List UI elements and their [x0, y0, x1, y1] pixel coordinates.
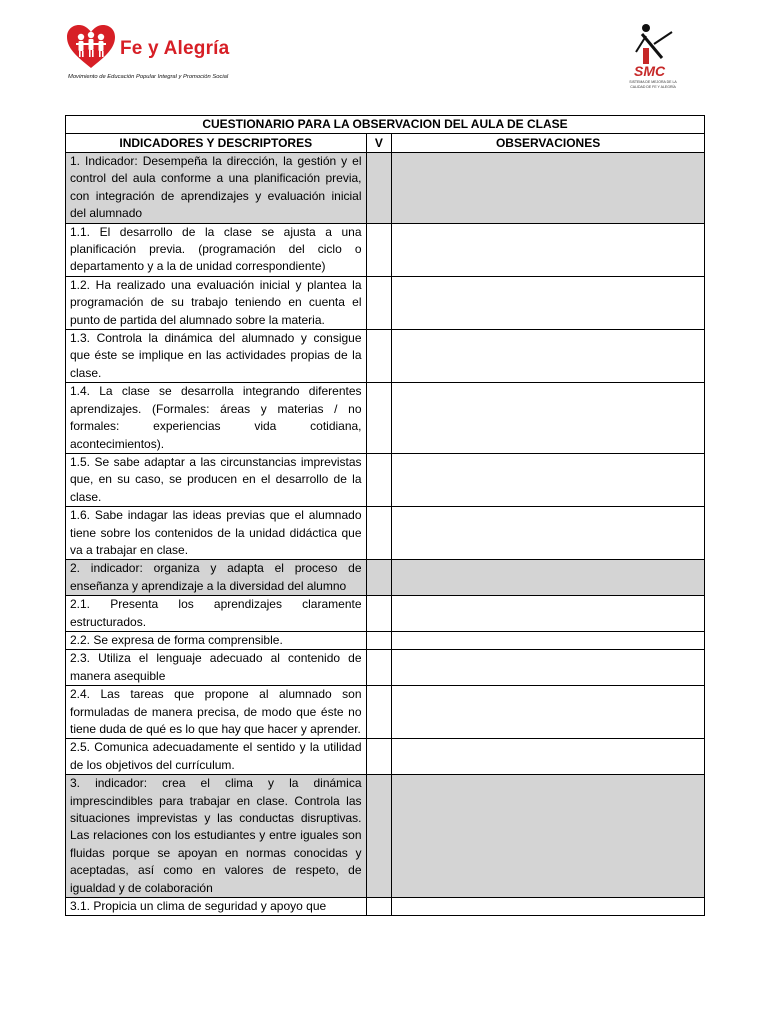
observaciones-cell[interactable] [392, 898, 705, 916]
descriptor-text: 2.3. Utiliza el lenguaje adecuado al contenido de manera asequible [66, 650, 367, 686]
descriptor-text: 1.5. Se sabe adaptar a las circunstancias imprevistas que, en su caso, se producen en el desarrollo de la clase. [66, 453, 367, 506]
descriptor-text: 2.5. Comunica adecuadamente el sentido y la utilidad de los objetivos del currículum. [66, 739, 367, 775]
descriptor-text: 1.1. El desarrollo de la clase se ajusta a una planificación previa. (programación del ciclo o departamento y a la de unidad correspondiente) [66, 223, 367, 276]
descriptor-row [66, 276, 705, 329]
column-header-observaciones: OBSERVACIONES [392, 134, 705, 153]
observaciones-cell[interactable] [392, 560, 705, 596]
smc-logo [616, 22, 688, 96]
fe-y-alegria-logo [66, 22, 266, 84]
descriptor-text: 2.1. Presenta los aprendizajes claramente estructurados. [66, 596, 367, 632]
observaciones-cell[interactable] [392, 153, 705, 224]
v-cell[interactable] [366, 453, 392, 506]
descriptor-row [66, 383, 705, 454]
descriptor-row [66, 739, 705, 775]
descriptor-row [66, 650, 705, 686]
descriptor-text: 1.3. Controla la dinámica del alumnado y consigue que éste se implique en las actividades propias de la clase. [66, 330, 367, 383]
v-cell[interactable] [366, 383, 392, 454]
descriptor-row [66, 631, 705, 649]
v-cell[interactable] [366, 223, 392, 276]
observaciones-cell[interactable] [392, 775, 705, 898]
table-title: CUESTIONARIO PARA LA OBSERVACION DEL AULA DE CLASE [66, 116, 705, 134]
brand-name: Fe y Alegría [120, 38, 230, 59]
descriptor-row [66, 686, 705, 739]
observaciones-cell[interactable] [392, 383, 705, 454]
v-cell[interactable] [366, 596, 392, 632]
descriptor-row [66, 596, 705, 632]
v-cell[interactable] [366, 898, 392, 916]
descriptor-text: 2. indicador: organiza y adapta el proceso de enseñanza y aprendizaje a la diversidad del alumno [66, 560, 367, 596]
observation-questionnaire-table [65, 115, 705, 916]
heart-children-icon [66, 24, 116, 70]
descriptor-text: 3. indicador: crea el clima y la dinámica imprescindibles para trabajar en clase. Controla las situaciones imprevistas y las conductas disruptivas. Las relaciones con los estudiantes y entre iguales son fluidas porque se apoyan en normas conocidas y aceptadas, así como en valores de respeto, de igualdad y de colaboración [66, 775, 367, 898]
descriptor-row [66, 507, 705, 560]
descriptor-text: 3.1. Propicia un clima de seguridad y apoyo que [66, 898, 367, 916]
column-header-v: V [366, 134, 392, 153]
table-title-row [66, 116, 705, 134]
v-cell[interactable] [366, 650, 392, 686]
descriptor-text: 2.2. Se expresa de forma comprensible. [66, 631, 367, 649]
v-cell[interactable] [366, 153, 392, 224]
observaciones-cell[interactable] [392, 453, 705, 506]
v-cell[interactable] [366, 507, 392, 560]
smc-figure-icon [616, 22, 688, 66]
v-cell[interactable] [366, 560, 392, 596]
observaciones-cell[interactable] [392, 739, 705, 775]
brand-tagline: Movimiento de Educación Popular Integral y Promoción Social [68, 74, 229, 80]
descriptor-row [66, 223, 705, 276]
indicator-row [66, 560, 705, 596]
observaciones-cell[interactable] [392, 223, 705, 276]
descriptor-text: 1.4. La clase se desarrolla integrando diferentes aprendizajes. (Formales: áreas y materias / no formales: experiencias vida cotidiana, acontecimientos). [66, 383, 367, 454]
observaciones-cell[interactable] [392, 631, 705, 649]
descriptor-text: 2.4. Las tareas que propone al alumnado son formuladas de manera precisa, de modo que éste no tiene duda de qué es lo que hay que hacer y aprender. [66, 686, 367, 739]
indicator-row [66, 153, 705, 224]
v-cell[interactable] [366, 739, 392, 775]
indicator-row [66, 775, 705, 898]
v-cell[interactable] [366, 686, 392, 739]
observaciones-cell[interactable] [392, 596, 705, 632]
observaciones-cell[interactable] [392, 330, 705, 383]
observaciones-cell[interactable] [392, 650, 705, 686]
observaciones-cell[interactable] [392, 686, 705, 739]
descriptor-text: 1. Indicador: Desempeña la dirección, la gestión y el control del aula conforme a una planificación previa, con integración de aprendizajes y evaluación inicial del alumnado [66, 153, 367, 224]
descriptor-row [66, 330, 705, 383]
descriptor-text: 1.6. Sabe indagar las ideas previas que el alumnado tiene sobre los contenidos de la unidad didáctica que va a trabajar en clase. [66, 507, 367, 560]
v-cell[interactable] [366, 631, 392, 649]
smc-logo-text: SMC [634, 63, 666, 79]
v-cell[interactable] [366, 330, 392, 383]
v-cell[interactable] [366, 276, 392, 329]
observaciones-cell[interactable] [392, 276, 705, 329]
table-header-row [66, 134, 705, 153]
observaciones-cell[interactable] [392, 507, 705, 560]
descriptor-row [66, 898, 705, 916]
smc-logo-subtext: SISTEMA DE MEJORA DE LA CALIDAD DE FE Y ALEGRÍA [629, 80, 677, 89]
descriptor-row [66, 453, 705, 506]
column-header-indicadores: INDICADORES Y DESCRIPTORES [66, 134, 367, 153]
v-cell[interactable] [366, 775, 392, 898]
descriptor-text: 1.2. Ha realizado una evaluación inicial y plantea la programación de su trabajo teniendo en cuenta el punto de partida del alumnado sobre la materia. [66, 276, 367, 329]
